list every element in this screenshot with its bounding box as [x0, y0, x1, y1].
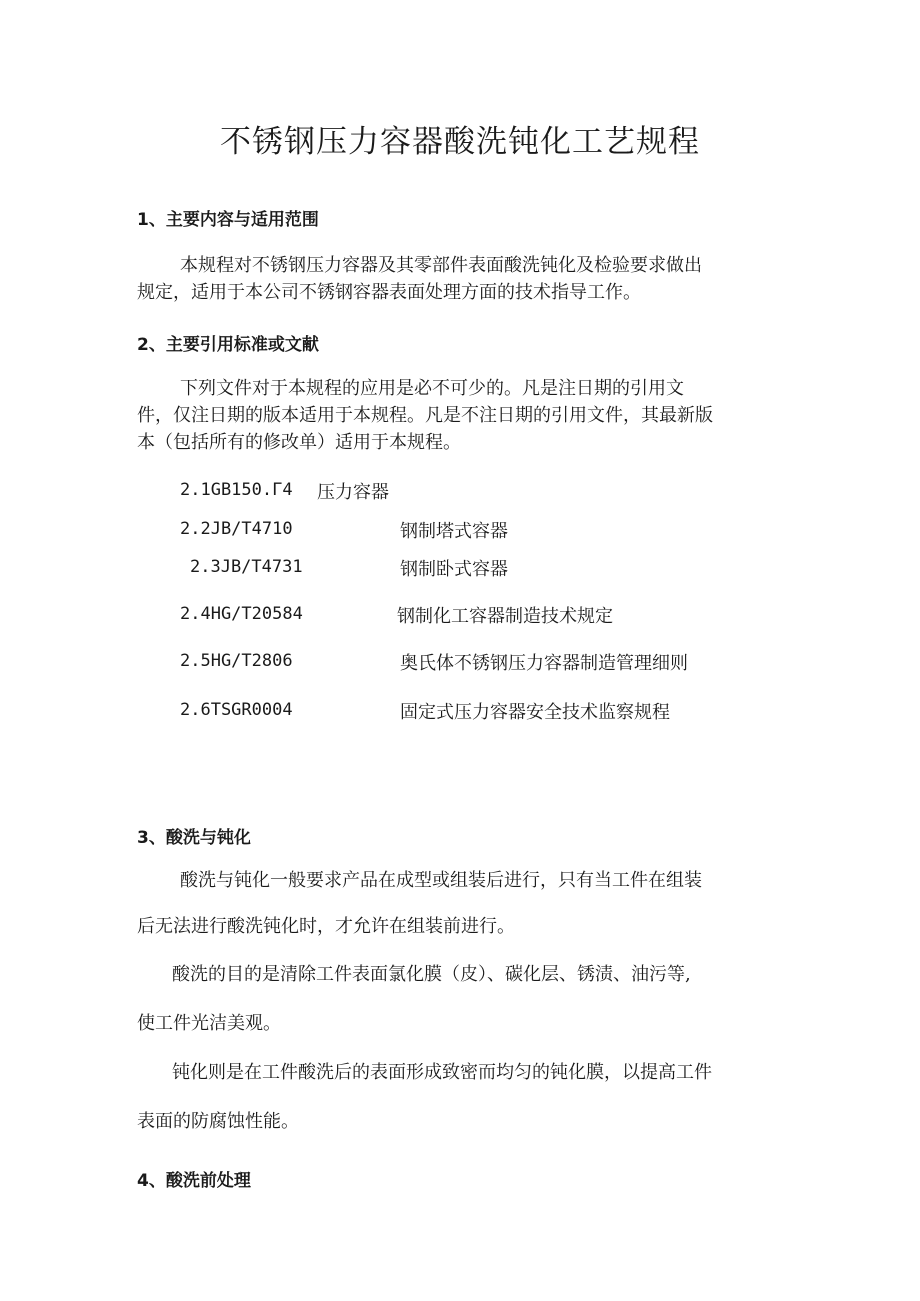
- reference-name: 压力容器: [317, 482, 389, 503]
- reference-code: 2.5HG/T2806: [180, 651, 293, 671]
- reference-name: 奥氏体不锈钢压力容器制造管理细则: [400, 653, 688, 674]
- section-3-heading: 3、酸洗与钝化: [137, 828, 251, 848]
- section-3-line-3: 酸洗的目的是清除工件表面氯化膜（皮）、碳化层、锈渍、油污等,: [172, 964, 691, 985]
- section-2-line-3: 本（包括所有的修改单）适用于本规程。: [137, 432, 461, 453]
- reference-code: 2.6TSGR0004: [180, 700, 293, 720]
- section-2-heading: 2、主要引用标准或文献: [137, 335, 319, 355]
- reference-code: 2.3JB/T4731: [190, 557, 303, 577]
- section-3-line-1: 酸洗与钝化一般要求产品在成型或组装后进行，只有当工件在组装: [180, 870, 702, 891]
- section-1-line-2: 规定，适用于本公司不锈钢容器表面处理方面的技术指导工作。: [137, 282, 641, 303]
- reference-code: 2.1GB150.Γ4: [180, 480, 293, 500]
- reference-name: 钢制化工容器制造技术规定: [397, 606, 613, 627]
- section-3-line-5: 钝化则是在工件酸洗后的表面形成致密而均匀的钝化膜，以提高工件: [172, 1062, 712, 1083]
- section-1-heading: 1、主要内容与适用范围: [137, 210, 319, 230]
- document-title: 不锈钢压力容器酸洗钝化工艺规程: [220, 124, 700, 160]
- section-1-line-1: 本规程对不锈钢压力容器及其零部件表面酸洗钝化及检验要求做出: [180, 255, 702, 276]
- section-3-line-6: 表面的防腐蚀性能。: [137, 1111, 299, 1132]
- reference-name: 钢制卧式容器: [400, 559, 508, 580]
- section-2-line-2: 件，仅注日期的版本适用于本规程。凡是不注日期的引用文件，其最新版: [137, 405, 713, 426]
- reference-code: 2.2JB/T4710: [180, 519, 293, 539]
- reference-name: 固定式压力容器安全技术监察规程: [400, 702, 670, 723]
- reference-code: 2.4HG/T20584: [180, 604, 303, 624]
- reference-name: 钢制塔式容器: [400, 521, 508, 542]
- section-3-line-4: 使工件光洁美观。: [137, 1013, 281, 1034]
- section-3-line-2: 后无法进行酸洗钝化时，才允许在组装前进行。: [137, 916, 515, 937]
- section-4-heading: 4、酸洗前处理: [137, 1171, 251, 1191]
- section-2-line-1: 下列文件对于本规程的应用是必不可少的。凡是注日期的引用文: [180, 378, 684, 399]
